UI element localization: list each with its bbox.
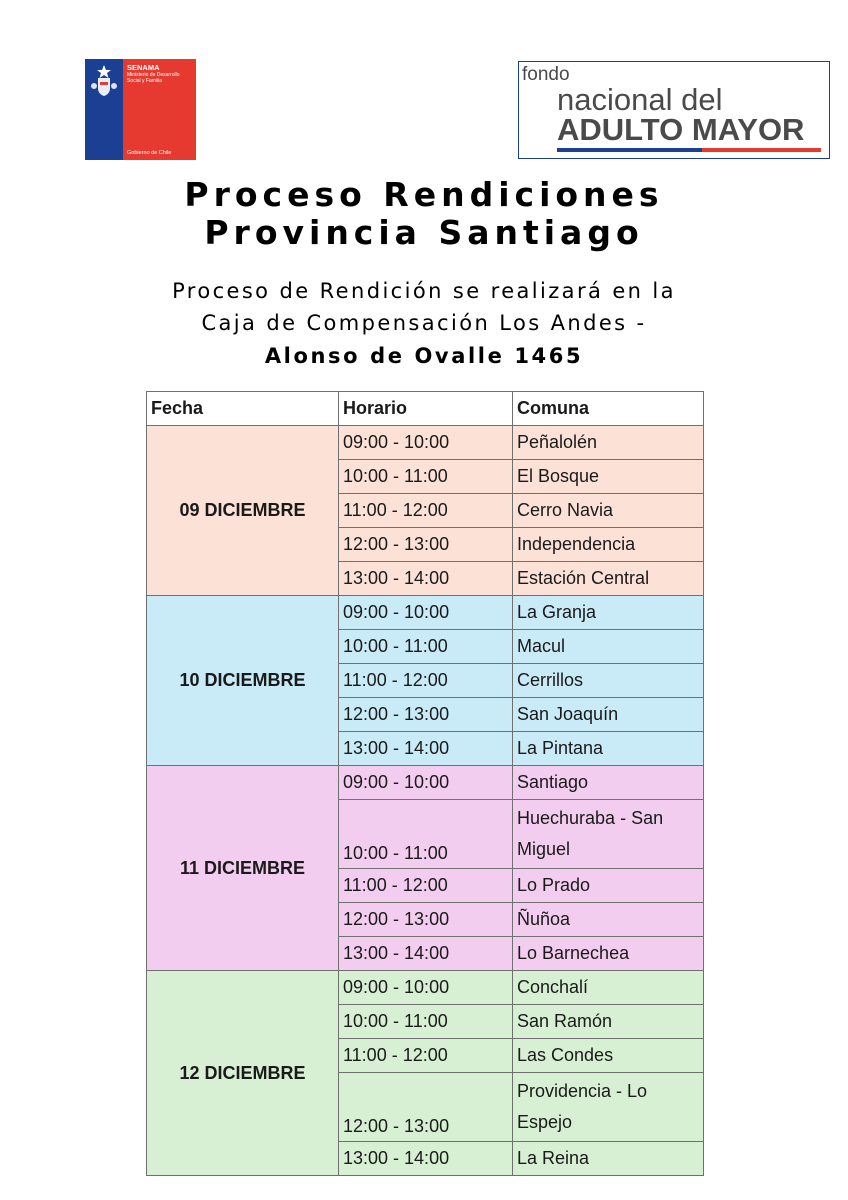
date-cell: 11 DICIEMBRE [147, 766, 339, 971]
time-cell: 13:00 - 14:00 [339, 562, 513, 596]
comuna-cell: El Bosque [513, 460, 704, 494]
comuna-cell: Estación Central [513, 562, 704, 596]
fondo-logo-line3: ADULTO MAYOR [557, 112, 805, 147]
fondo-logo-line1: fondo [522, 64, 570, 85]
header-horario: Horario [339, 392, 513, 426]
comuna-cell: Ñuñoa [513, 903, 704, 937]
time-cell: 11:00 - 12:00 [339, 869, 513, 903]
logo-blue-bar [85, 115, 123, 118]
subtitle-line1: Proceso de Rendición se realizará en la [172, 279, 676, 303]
comuna-cell: Huechuraba - San Miguel [513, 800, 704, 869]
time-cell: 10:00 - 11:00 [339, 630, 513, 664]
time-cell: 09:00 - 10:00 [339, 426, 513, 460]
comuna-cell: Las Condes [513, 1039, 704, 1073]
comuna-cell: Providencia - Lo Espejo [513, 1073, 704, 1142]
table-row [147, 596, 704, 630]
comuna-cell: San Ramón [513, 1005, 704, 1039]
fondo-adulto-mayor-logo [518, 61, 830, 159]
senama-name: SENAMA [127, 63, 160, 72]
time-cell: 12:00 - 13:00 [339, 903, 513, 937]
time-cell: 13:00 - 14:00 [339, 1142, 513, 1176]
date-cell: 10 DICIEMBRE [147, 596, 339, 766]
subtitle-address: Alonso de Ovalle 1465 [264, 344, 584, 368]
comuna-cell: La Pintana [513, 732, 704, 766]
time-cell: 12:00 - 13:00 [339, 528, 513, 562]
page-title-line2: Provincia Santiago [204, 213, 644, 252]
time-cell: 09:00 - 10:00 [339, 596, 513, 630]
time-cell: 09:00 - 10:00 [339, 766, 513, 800]
time-cell: 11:00 - 12:00 [339, 664, 513, 698]
table-row [147, 971, 704, 1005]
table-row [147, 766, 704, 800]
comuna-cell: Santiago [513, 766, 704, 800]
fondo-logo-line2: nacional del [557, 82, 723, 117]
page-title-line1: Proceso Rendiciones [184, 175, 664, 214]
table-header-row [147, 392, 704, 426]
time-cell: 13:00 - 14:00 [339, 937, 513, 971]
subtitle-line2: Caja de Compensación Los Andes - [201, 311, 647, 335]
date-cell: 09 DICIEMBRE [147, 426, 339, 596]
time-cell: 10:00 - 11:00 [339, 460, 513, 494]
comuna-cell: Conchalí [513, 971, 704, 1005]
time-cell: 13:00 - 14:00 [339, 732, 513, 766]
comuna-cell: Lo Barnechea [513, 937, 704, 971]
time-cell: 10:00 - 11:00 [339, 1005, 513, 1039]
comuna-cell: La Granja [513, 596, 704, 630]
comuna-cell: Cerro Navia [513, 494, 704, 528]
header-fecha: Fecha [147, 392, 339, 426]
comuna-cell: San Joaquín [513, 698, 704, 732]
time-cell: 09:00 - 10:00 [339, 971, 513, 1005]
table-row [147, 426, 704, 460]
chile-coat-of-arms-icon [89, 64, 119, 98]
ministry-name: Ministerio de Desarrollo Social y Familia [127, 72, 180, 84]
schedule-table [146, 391, 704, 1176]
time-cell: 12:00 - 13:00 [339, 698, 513, 732]
comuna-cell: Cerrillos [513, 664, 704, 698]
time-cell: 10:00 - 11:00 [339, 800, 513, 869]
comuna-cell: Lo Prado [513, 869, 704, 903]
comuna-cell: Independencia [513, 528, 704, 562]
date-cell: 12 DICIEMBRE [147, 971, 339, 1176]
time-cell: 11:00 - 12:00 [339, 494, 513, 528]
time-cell: 11:00 - 12:00 [339, 1039, 513, 1073]
senama-logo [85, 59, 196, 160]
comuna-cell: Macul [513, 630, 704, 664]
fondo-logo-stripe [557, 148, 821, 152]
time-cell: 12:00 - 13:00 [339, 1073, 513, 1142]
comuna-cell: La Reina [513, 1142, 704, 1176]
header-comuna: Comuna [513, 392, 704, 426]
government-name: Gobierno de Chile [127, 150, 172, 156]
comuna-cell: Peñalolén [513, 426, 704, 460]
